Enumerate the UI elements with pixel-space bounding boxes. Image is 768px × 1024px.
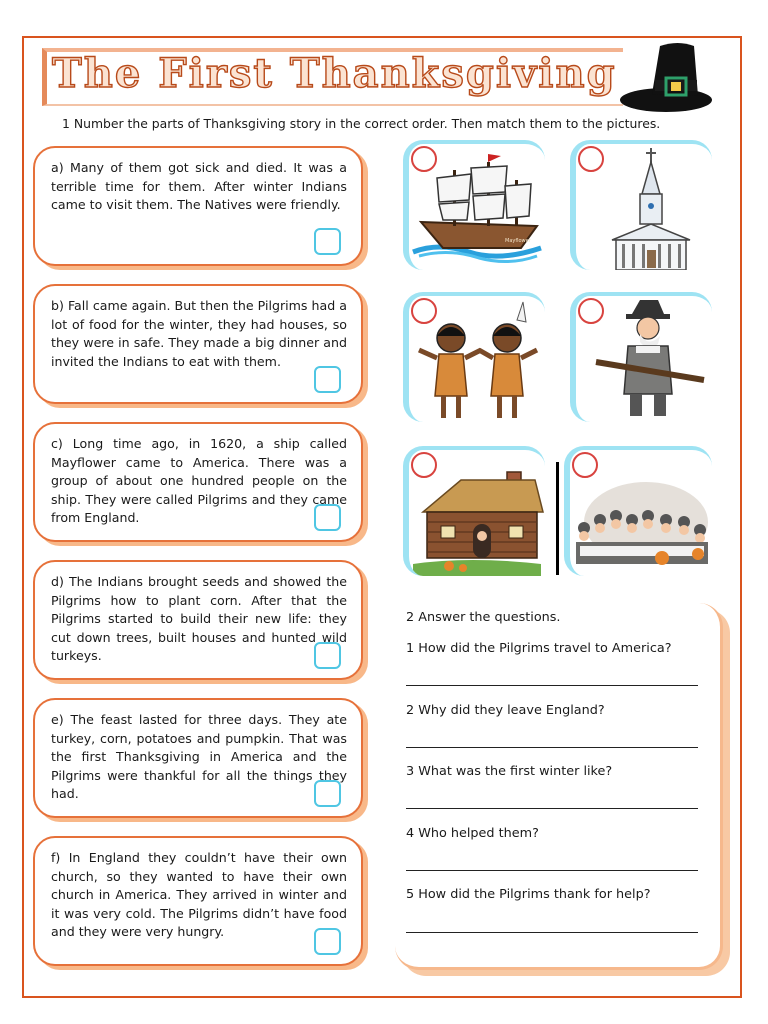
- picture-circle-ship[interactable]: [411, 146, 437, 172]
- story-text-b: b) Fall came again. But then the Pilgrims had a lot of food for the winter, they had houses, so they were in safe. They made a big dinner and invited the Indians to eat with them.: [51, 298, 347, 369]
- picture-card-pilgrim: [570, 292, 712, 422]
- question-2: 2 Why did they leave England?: [406, 703, 605, 718]
- picture-circle-pilgrim[interactable]: [578, 298, 604, 324]
- story-card-e: [33, 698, 363, 818]
- question-3: 3 What was the first winter like?: [406, 764, 613, 779]
- story-text-e: e) The feast lasted for three days. They ate turkey, corn, potatoes and pumpkin. That was the first Thanksgiving in America and the Pilgrims were thankful for all the things they had.: [51, 712, 347, 802]
- picture-circle-cabin[interactable]: [411, 452, 437, 478]
- picture-card-church: [570, 140, 712, 270]
- ship-label: Mayflower: [505, 238, 531, 244]
- story-card-a: [33, 146, 363, 266]
- picture-circle-feast[interactable]: [572, 452, 598, 478]
- story-text-c: c) Long time ago, in 1620, a ship called Mayflower came to America. There was a group of about one hundred people on the ship. They were called Pilgrims and they came from England.: [51, 436, 347, 526]
- picture-circle-natives[interactable]: [411, 298, 437, 324]
- question-4: 4 Who helped them?: [406, 826, 539, 841]
- picture-card-ship: [403, 140, 545, 270]
- story-card-b: [33, 284, 363, 404]
- answer-line-3[interactable]: [406, 808, 698, 809]
- picture-card-cabin: [403, 446, 545, 576]
- answer-line-4[interactable]: [406, 870, 698, 871]
- story-text-a: a) Many of them got sick and died. It was a terrible time for them. After winter Indians came to visit them. The Natives were friendly.: [51, 160, 347, 213]
- question-1: 1 How did the Pilgrims travel to America?: [406, 641, 672, 656]
- questions-panel: [395, 603, 723, 970]
- answer-box-c[interactable]: [314, 504, 341, 531]
- instruction-part-1: 1 Number the parts of Thanksgiving story in the correct order. Then match them to the pictures.: [62, 116, 661, 131]
- answer-box-b[interactable]: [314, 366, 341, 393]
- answer-line-5[interactable]: [406, 932, 698, 933]
- questions-title: 2 Answer the questions.: [406, 610, 561, 625]
- story-card-f: [33, 836, 363, 966]
- pilgrim-hat-icon: [618, 40, 730, 116]
- story-card-d: [33, 560, 363, 680]
- answer-box-a[interactable]: [314, 228, 341, 255]
- answer-box-e[interactable]: [314, 780, 341, 807]
- worksheet-title: The First Thanksgiving: [52, 50, 617, 97]
- answer-box-f[interactable]: [314, 928, 341, 955]
- story-card-c: [33, 422, 363, 542]
- story-text-d: d) The Indians brought seeds and showed the Pilgrims how to plant corn. After that the Pilgrims started to build their new life: they cut down trees, built houses and hunted wild turkeys.: [51, 574, 347, 664]
- answer-box-d[interactable]: [314, 642, 341, 669]
- picture-circle-church[interactable]: [578, 146, 604, 172]
- story-text-f: f) In England they couldn’t have their own church, so they wanted to have their own church in America. They arrived in winter and it was very cold. The Pilgrims didn’t have food and they were very hungry.: [51, 850, 347, 940]
- question-5: 5 How did the Pilgrims thank for help?: [406, 887, 651, 902]
- answer-line-1[interactable]: [406, 685, 698, 686]
- answer-line-2[interactable]: [406, 747, 698, 748]
- picture-card-natives: [403, 292, 545, 422]
- picture-divider: [556, 462, 559, 575]
- picture-card-feast: [564, 446, 712, 576]
